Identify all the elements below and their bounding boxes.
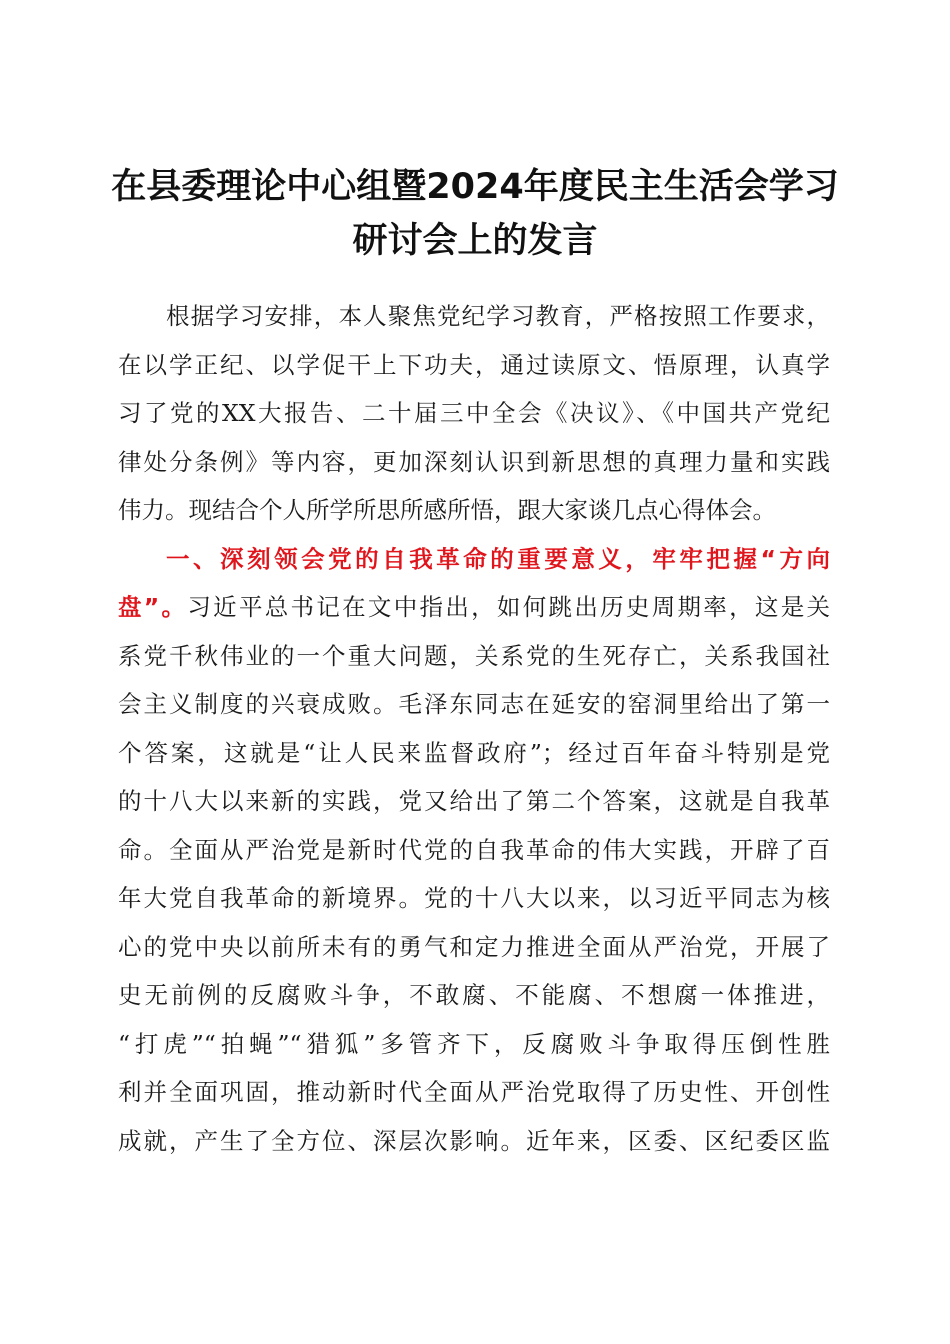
paragraph-line xyxy=(118,583,830,632)
paragraph-line: 命。全面从严治党是新时代党的自我革命的伟大实践，开辟了百 xyxy=(118,835,830,864)
document-body xyxy=(118,292,830,1165)
paragraph-line: 会主义制度的兴衰成败。毛泽东同志在延安的窑洞里给出了第一 xyxy=(118,690,830,718)
paragraph-line: 个答案，这就是“让人民来监督政府”；经过百年奋斗特别是党 xyxy=(118,738,830,767)
section-text: 习近平总书记在文中指出，如何跳出历史周期率，这是关 xyxy=(187,593,830,621)
paragraph-line: 心的党中央以前所未有的勇气和定力推进全面从严治党，开展了 xyxy=(118,932,830,961)
paragraph-line: 成就，产生了全方位、深层次影响。近年来，区委、区纪委区监 xyxy=(118,1126,830,1155)
paragraph-line: 的十八大以来新的实践，党又给出了第二个答案，这就是自我革 xyxy=(118,787,830,815)
document-title xyxy=(100,160,850,268)
title-line-1: 在县委理论中心组暨2024年度民主生活会学习 xyxy=(111,167,839,207)
title-line-2: 研讨会上的发言 xyxy=(352,221,598,261)
paragraph-line: 伟力。现结合个人所学所思所感所悟，跟大家谈几点心得体会。 xyxy=(118,496,776,524)
paragraph-line: 习了党的XX大报告、二十届三中全会《决议》、《中国共产党纪 xyxy=(118,399,830,427)
paragraph-line: 年大党自我革命的新境界。党的十八大以来，以习近平同志为核 xyxy=(118,884,830,912)
paragraph-intro xyxy=(118,292,830,535)
section-heading-end: 盘”。 xyxy=(118,593,188,621)
paragraph-line: 系党千秋伟业的一个重大问题，关系党的生死存亡，关系我国社 xyxy=(118,641,830,670)
paragraph-line: 律处分条例》等内容，更加深刻认识到新思想的真理力量和实践 xyxy=(118,447,830,476)
paragraph-line: “打虎”“拍蝇”“猎狐”多管齐下，反腐败斗争取得压倒性胜 xyxy=(118,1029,830,1058)
paragraph-line: 利并全面巩固，推动新时代全面从严治党取得了历史性、开创性 xyxy=(118,1078,830,1106)
paragraph-line: 在以学正纪、以学促干上下功夫，通过读原文、悟原理，认真学 xyxy=(118,350,830,379)
paragraph-line: 根据学习安排，本人聚焦党纪学习教育，严格按照工作要求， xyxy=(166,302,830,330)
section-one xyxy=(118,535,830,1166)
paragraph-line: 史无前例的反腐败斗争，不敢腐、不能腐、不想腐一体推进， xyxy=(118,981,830,1009)
section-heading: 一、深刻领会党的自我革命的重要意义，牢牢把握“方向 xyxy=(166,544,830,573)
